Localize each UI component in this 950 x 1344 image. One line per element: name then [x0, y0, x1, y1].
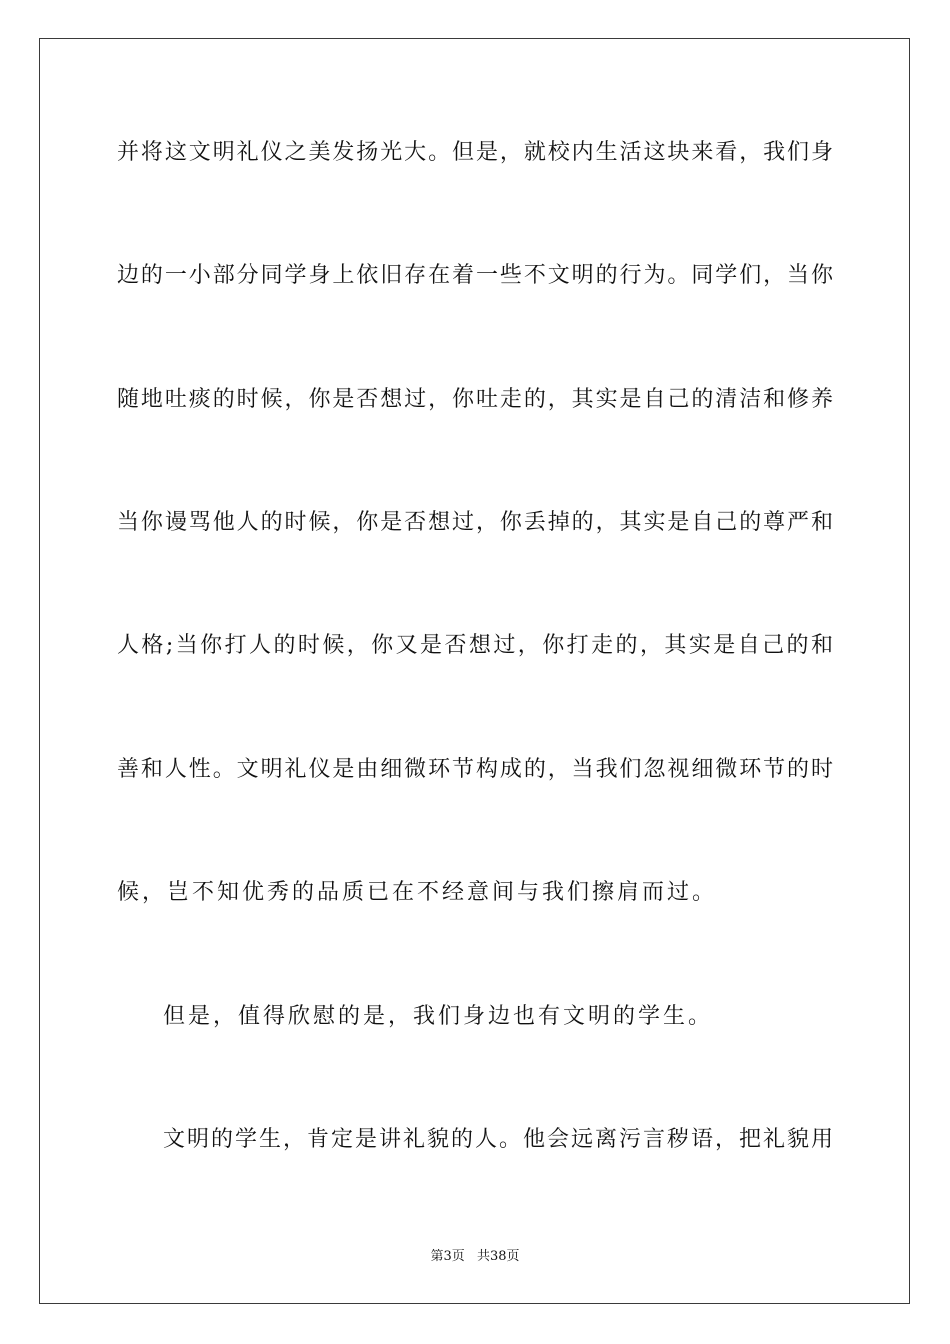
body-line-8: 但是，值得欣慰的是，我们身边也有文明的学生。: [163, 1004, 714, 1029]
body-line-7: 候，岂不知优秀的品质已在不经意间与我们擦肩而过。: [117, 880, 718, 905]
body-line-9: 文明的学生，肯定是讲礼貌的人。他会远离污言秽语，把礼貌用: [163, 1127, 833, 1152]
body-line-4: 当你谩骂他人的时候，你是否想过，你丢掉的，其实是自己的尊严和: [117, 510, 833, 535]
body-line-5: 人格;当你打人的时候，你又是否想过，你打走的，其实是自己的和: [117, 633, 833, 658]
body-line-3: 随地吐痰的时候，你是否想过，你吐走的，其实是自己的清洁和修养: [117, 387, 833, 412]
body-line-2: 边的一小部分同学身上依旧存在着一些不文明的行为。同学们，当你: [117, 263, 833, 288]
body-line-6: 善和人性。文明礼仪是由细微环节构成的，当我们忽视细微环节的时: [117, 757, 833, 782]
page-border: [39, 38, 910, 1304]
body-line-1: 并将这文明礼仪之美发扬光大。但是，就校内生活这块来看，我们身: [117, 140, 833, 165]
total-page-count: 共38页: [476, 1249, 520, 1264]
page-footer: [0, 1245, 950, 1264]
current-page-number: 第3页: [430, 1249, 465, 1264]
